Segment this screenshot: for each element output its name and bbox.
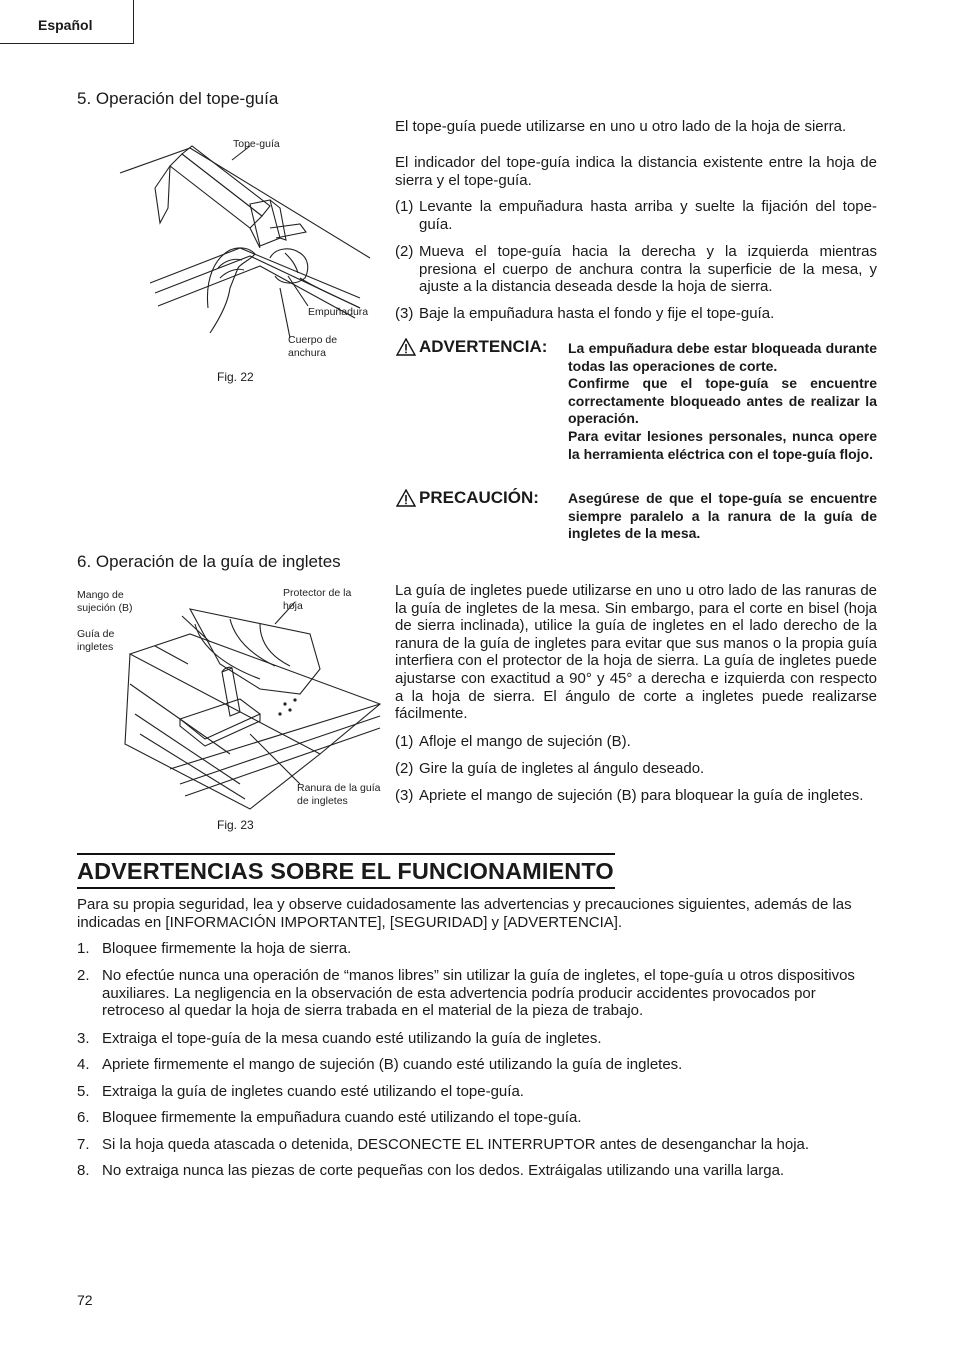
- page-number: 72: [77, 1292, 93, 1308]
- callout-fence: Tope-guía: [233, 138, 280, 150]
- section-heading-fence: 5. Operación del tope-guía: [77, 89, 279, 108]
- step-number: (3): [395, 305, 414, 322]
- callout-handle: Empuñadura: [308, 306, 369, 318]
- list-text: Apriete firmemente el mango de sujeción (B) cuando esté utilizando la guía de ingletes.: [102, 1056, 683, 1073]
- list-number: 5.: [77, 1083, 90, 1100]
- warning-triangle-icon: [396, 338, 416, 356]
- list-number: 6.: [77, 1109, 90, 1126]
- list-item: [77, 1030, 879, 1048]
- list-item: [77, 940, 879, 958]
- list-number: 1.: [77, 940, 90, 957]
- caution-text: Asegúrese de que el tope-guía se encuentre siempre paralelo a la ranura de la guía de ingletes de la mesa.: [568, 490, 877, 542]
- step-number: (2): [395, 243, 414, 260]
- list-text: Extraiga la guía de ingletes cuando esté utilizando el tope-guía.: [102, 1083, 524, 1100]
- warning-label-text: ADVERTENCIA:: [419, 337, 548, 356]
- step-text: Gire la guía de ingletes al ángulo deseado.: [419, 760, 705, 777]
- caution-label: [396, 488, 539, 508]
- callout-miter-guide: Guía de ingletes: [77, 628, 115, 653]
- callout-clamp-handle: Mango de sujeción (B): [77, 589, 133, 614]
- miter-step-3: [395, 787, 877, 805]
- list-text: No efectúe nunca una operación de “manos libres” sin utilizar la guía de ingletes, el tope-guía u otros dispositivos auxiliares. La negligencia en la observación de esta advertencia podría producir accidentes provocados por retroceso al quedar la hoja de sierra trabada en el material de la pieza de trabajo.: [102, 967, 855, 1020]
- section-heading-miter: 6. Operación de la guía de ingletes: [77, 552, 341, 571]
- list-text: Bloquee firmemente la empuñadura cuando esté utilizando el tope-guía.: [102, 1109, 582, 1126]
- warning-line-1: La empuñadura debe estar bloqueada durante todas las operaciones de corte.: [568, 340, 877, 374]
- step-number: (3): [395, 787, 414, 804]
- miter-gauge-illustration: [110, 594, 390, 814]
- list-number: 7.: [77, 1136, 90, 1153]
- list-text: Si la hoja queda atascada o detenida, DESCONECTE EL INTERRUPTOR antes de desenganchar la hoja.: [102, 1136, 810, 1153]
- callout-blade-guard: Protector de la hoja: [283, 587, 352, 612]
- warning-line-2: Confirme que el tope-guía se encuentre correctamente bloqueado antes de realizar la operación.: [568, 375, 877, 427]
- miter-step-2: [395, 760, 877, 778]
- step-number: (1): [395, 733, 414, 750]
- fence-step-2: [395, 243, 877, 296]
- list-item: [77, 1162, 879, 1180]
- list-item: [77, 967, 879, 1020]
- warning-line-3: Para evitar lesiones personales, nunca opere la herramienta eléctrica con el tope-guía flojo.: [568, 427, 877, 462]
- list-item: [77, 1056, 879, 1074]
- warning-text: [568, 340, 877, 463]
- fence-intro-2: El indicador del tope-guía indica la distancia existente entre la hoja de sierra y el tope-guía.: [395, 154, 877, 189]
- callout-miter-groove: Ranura de la guía de ingletes: [297, 782, 381, 807]
- list-item: [77, 1136, 879, 1154]
- fence-step-1: [395, 198, 877, 233]
- list-number: 8.: [77, 1162, 90, 1179]
- list-number: 4.: [77, 1056, 90, 1073]
- list-number: 3.: [77, 1030, 90, 1047]
- miter-intro: La guía de ingletes puede utilizarse en uno u otro lado de las ranuras de la guía de ingletes de la mesa. Sin embargo, para el corte en bisel (hoja de sierra inclinada), utilice la guía de ingletes en el lado derecho de la ranura de la guía de ingletes para evitar que sus manos o la propia guía interfiera con el protector de la hoja de sierra. La guía de ingletes puede ajustarse con exactitud a 90° y 45° a derecha e izquierda con respecto a la hoja de sierra. El ángulo de corte a ingletes puede realizarse fácilmente.: [395, 582, 877, 723]
- warning-triangle-icon: [396, 489, 416, 507]
- step-text: Mueva el tope-guía hacia la derecha y la izquierda mientras presiona el cuerpo de anchura contra la superficie de la mesa, y ajuste a la distancia deseada desde la hoja de sierra.: [419, 243, 877, 296]
- figure-23-miter-gauge: [110, 594, 390, 814]
- operating-warnings-intro: Para su propia seguridad, lea y observe cuidadosamente las advertencias y precauciones siguientes, además de las indicadas en [INFORMACIÓN IMPORTANTE], [SEGURIDAD] y [ADVERTENCIA].: [77, 896, 852, 931]
- figure-caption-22: Fig. 22: [217, 370, 254, 384]
- list-number: 2.: [77, 967, 90, 984]
- step-text: Afloje el mango de sujeción (B).: [419, 733, 631, 750]
- miter-step-1: [395, 733, 877, 751]
- list-text: Extraiga el tope-guía de la mesa cuando esté utilizando la guía de ingletes.: [102, 1030, 602, 1047]
- step-number: (2): [395, 760, 414, 777]
- list-text: No extraiga nunca las piezas de corte pequeñas con los dedos. Extráigalas utilizando una varilla larga.: [102, 1162, 785, 1179]
- list-item: [77, 1083, 879, 1101]
- language-tab: Español: [0, 0, 134, 44]
- figure-caption-23: Fig. 23: [217, 818, 254, 832]
- warning-label: [396, 337, 547, 357]
- step-text: Baje la empuñadura hasta el fondo y fije el tope-guía.: [419, 305, 775, 322]
- list-item: [77, 1109, 879, 1127]
- fence-step-3: [395, 305, 877, 323]
- step-text: Levante la empuñadura hasta arriba y suelte la fijación del tope-guía.: [419, 198, 877, 233]
- step-number: (1): [395, 198, 414, 215]
- step-text: Apriete el mango de sujeción (B) para bloquear la guía de ingletes.: [419, 787, 864, 804]
- list-text: Bloquee firmemente la hoja de sierra.: [102, 940, 352, 957]
- callout-width-body: Cuerpo de anchura: [288, 334, 338, 359]
- operating-warnings-title: ADVERTENCIAS SOBRE EL FUNCIONAMIENTO: [77, 853, 615, 889]
- caution-label-text: PRECAUCIÓN:: [419, 488, 539, 507]
- fence-intro-1: El tope-guía puede utilizarse en uno u otro lado de la hoja de sierra.: [395, 118, 847, 135]
